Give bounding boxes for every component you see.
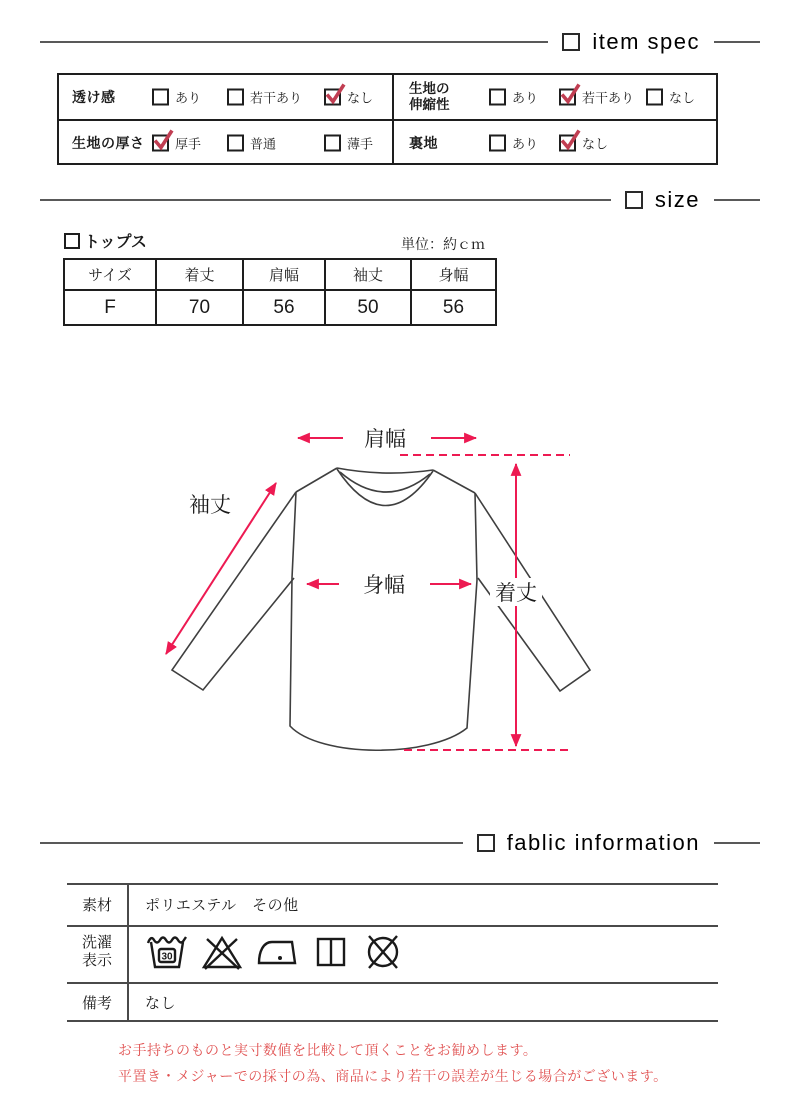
section-header-fabric-information [40,830,760,856]
option-label: なし [347,90,374,106]
measure-label-sleeve: 袖丈 [189,494,231,517]
option-label: 薄手 [347,136,374,152]
material-value: ポリエステル その他 [145,897,299,914]
header-rule-line [40,199,611,201]
spec-cell-lining [396,121,716,165]
size-value: 50 [325,290,411,325]
footer-note: 平置き・メジャーでの採寸の為、商品により若干の誤差が生じる場合がございます。 [118,1068,668,1084]
size-table-header-row [64,259,496,290]
size-table [63,258,497,326]
table-divider [127,883,129,1022]
table-rule [67,1020,718,1022]
option-checkbox[interactable] [152,135,169,152]
header-rule-line [40,842,463,844]
section-header-item-spec [40,30,760,54]
notes-value: なし [145,995,177,1012]
size-value: 56 [411,290,496,325]
spec-row-label-line: 伸縮性 [409,97,450,112]
option-checkbox[interactable] [646,89,663,106]
option-label: あり [175,90,202,106]
check-mark-icon [151,128,175,152]
do-not-dry-clean-icon [359,931,407,973]
table-rule [67,883,718,885]
option-label: なし [582,136,609,152]
care-symbols [145,931,407,973]
line-dry-icon [312,931,350,973]
option-label: 普通 [250,136,277,152]
do-not-bleach-icon [198,931,246,973]
size-category-text: トップス [84,234,147,251]
spec-row-label: 裏地 [409,135,438,151]
garment-diagram [135,408,595,768]
option-checkbox[interactable] [152,89,169,106]
care-row-label-line: 表示 [81,952,112,969]
section-header-size [40,188,760,212]
wash-tub-30-icon [145,931,189,973]
material-row-label: 素材 [81,897,112,914]
square-icon [64,233,80,249]
square-icon [562,33,580,51]
option-label: 厚手 [175,136,202,152]
spec-cell-thickness [59,121,392,165]
square-icon [625,191,643,209]
option-label: あり [512,90,539,106]
spec-cell-stretch [396,75,716,119]
shirt-outline [172,468,590,750]
section-title: item spec [592,29,700,54]
measure-label-shoulder: 肩幅 [364,428,406,451]
option-checkbox[interactable] [324,135,341,152]
header-rule-line [714,41,760,43]
wash-temperature: 30 [161,951,173,963]
size-col-header: 着丈 [156,259,243,290]
notes-row-label: 備考 [81,995,112,1012]
size-col-header: 肩幅 [243,259,325,290]
size-value: 70 [156,290,243,325]
option-checkbox[interactable] [489,89,506,106]
size-value: F [64,290,156,325]
option-checkbox[interactable] [559,135,576,152]
spec-row-label: 透け感 [72,89,116,105]
check-mark-icon [558,82,582,106]
size-table-value-row [64,290,496,325]
option-label: 若干あり [582,90,635,106]
table-rule [67,982,718,984]
option-label: 若干あり [250,90,303,106]
square-icon [477,834,495,852]
option-checkbox[interactable] [227,135,244,152]
option-checkbox[interactable] [559,89,576,106]
spec-cell-sheerness [59,75,392,119]
iron-one-dot-icon [255,931,303,973]
table-rule [67,925,718,927]
measure-label-length: 着丈 [495,582,537,605]
size-value: 56 [243,290,325,325]
check-mark-icon [558,128,582,152]
check-mark-icon [323,82,347,106]
footer-note: お手持ちのものと実寸数値を比較して頂くことをお勧めします。 [118,1042,538,1058]
care-row-label-line: 洗濯 [81,934,112,951]
size-col-header: 袖丈 [325,259,411,290]
spec-row-label-line: 生地の [409,81,450,96]
unit-note: 単位：約ｃｍ [401,236,485,252]
section-title: fablic information [506,830,700,855]
section-title: size [654,187,700,212]
size-col-header: 身幅 [411,259,496,290]
option-checkbox[interactable] [227,89,244,106]
care-row-label [67,934,127,970]
option-checkbox[interactable] [489,135,506,152]
spec-row-label: 生地の厚さ [72,135,145,151]
header-rule-line [40,41,548,43]
spec-table [57,73,718,165]
option-label: なし [669,90,696,106]
header-rule-line [714,842,760,844]
size-category-label [64,229,147,252]
size-col-header: サイズ [64,259,156,290]
spec-row-label [409,81,450,113]
option-label: あり [512,136,539,152]
measure-label-body-width: 身幅 [363,574,405,597]
option-checkbox[interactable] [324,89,341,106]
header-rule-line [714,199,760,201]
